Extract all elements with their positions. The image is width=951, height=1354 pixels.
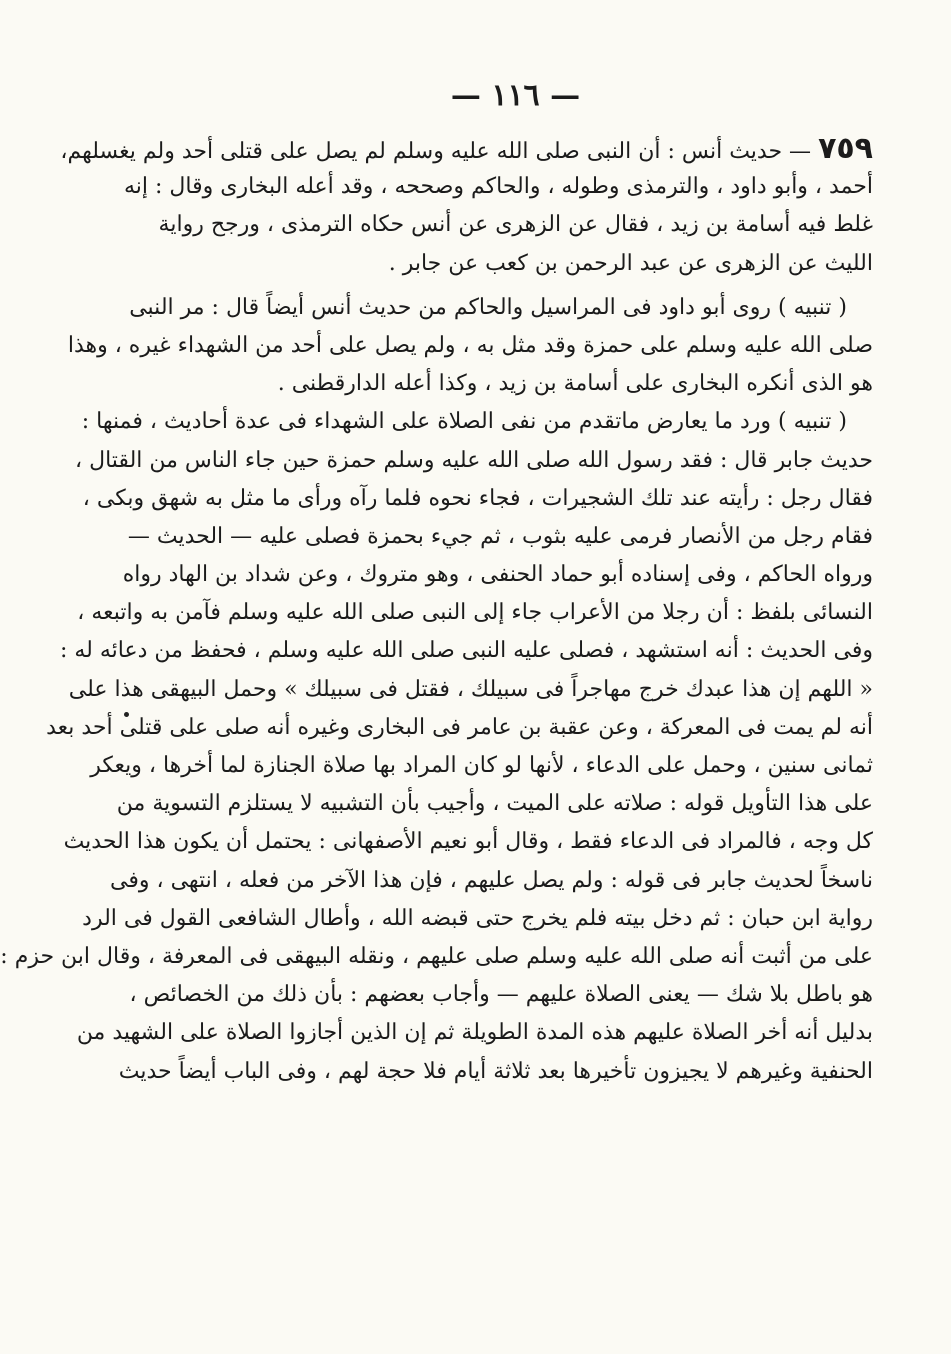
note-paragraph-2: [0, 403, 873, 1090]
note-paragraph-1: [67, 289, 873, 404]
text-line: كل وجه ، فالمراد فى الدعاء فقط ، وقال أبو نعيم الأصفهانى : يحتمل أن يكون هذا الحديث: [63, 829, 873, 855]
text-line: رواية ابن حبان : ثم دخل بيته فلم يخرج حتى قبضه الله ، وأطال الشافعى القول فى الرد: [82, 905, 873, 931]
text-line: بدليل أنه أخر الصلاة عليهم هذه المدة الطويلة ثم إن الذين أجازوا الصلاة على الشهيد من: [76, 1020, 873, 1046]
text-line: النسائى بلفظ : أن رجلا من الأعراب جاء إلى النبى صلى الله عليه وسلم فآمن به واتبعه ،: [77, 600, 873, 626]
text-line: صلى الله عليه وسلم على حمزة وقد مثل به ، ولم يصل على أحد من الشهداء غيره ، وهذا: [67, 332, 873, 358]
text-line: فقال رجل : رأيته عند تلك الشجيرات ، فجاء نحوه فلما رآه ورأى ما مثل به شهق وبكى ،: [82, 485, 873, 511]
text-line: ناسخاً لحديث جابر فى قوله : ولم يصل عليهم ، فإن هذا الآخر من فعله ، انتهى ، وفى: [110, 867, 873, 893]
text-line: ( تنبيه ) ورد ما يعارض ماتقدم من نفى الصلاة على الشهداء فى عدة أحاديث ، فمنها :: [81, 409, 847, 435]
text-line-content: — حديث أنس : أن النبى صلى الله عليه وسلم لم يصل على قتلى أحد ولم يغسلهم،: [60, 139, 819, 164]
hadith-759-paragraph: [60, 130, 873, 283]
page-number: — ١١٦ —: [450, 78, 581, 113]
text-line: وفى الحديث : أنه استشهد ، فصلى عليه النبى صلى الله عليه وسلم ، فحفظ من دعائه له :: [59, 638, 873, 664]
text-line: على من أثبت أنه صلى الله عليه وسلم صلى عليهم ، ونقله البيهقى فى المعرفة ، وقال ابن حزم :: [0, 943, 873, 969]
text-line: حديث جابر قال : فقد رسول الله صلى الله عليه وسلم حمزة حين جاء الناس من القتال ،: [75, 447, 873, 473]
text-line: غلط فيه أسامة بن زيد ، فقال عن الزهرى عن أنس حكاه الترمذى ، ورجح رواية: [158, 212, 873, 238]
text-line: هو الذى أنكره البخارى على أسامة بن زيد ، وكذا أعله الدارقطنى .: [277, 371, 873, 397]
text-line: ورواه الحاكم ، وفى إسناده أبو حماد الحنفى ، وهو متروك ، وعن شداد بن الهاد رواه: [122, 562, 873, 588]
text-line: ( تنبيه ) روى أبو داود فى المراسيل والحاكم من حديث أنس أيضاً قال : مر النبى: [129, 294, 847, 320]
text-line: ثمانى سنين ، وحمل على الدعاء ، لأنها لو كان المراد بها صلاة الجنازة لما أخرها ، ويعكر: [90, 753, 873, 778]
text-line: « اللهم إن هذا عبدك خرج مهاجراً فى سبيلك ، فقتل فى سبيلك » وحمل البيهقى هذا على: [68, 676, 873, 702]
text-line: [60, 130, 873, 168]
hadith-number: ٧٥٩: [818, 131, 873, 166]
text-line: الليث عن الزهرى عن عبد الرحمن بن كعب عن جابر .: [388, 250, 873, 276]
text-line: أنه لم يمت فى المعركة ، وعن عقبة بن عامر فى البخارى وغيره أنه صلى على قتلى أحد بعد: [46, 714, 873, 740]
text-line: أحمد ، وأبو داود ، والترمذى وطوله ، والحاكم وصححه ، وقد أعله البخارى وقال : إنه: [123, 174, 873, 200]
text-line: على هذا التأويل قوله : صلاته على الميت ، وأجيب بأن التشبيه لا يستلزم التسوية من: [116, 791, 873, 817]
page-body: [0, 130, 873, 1091]
text-line: فقام رجل من الأنصار فرمى عليه بثوب ، ثم جيء بحمزة فصلى عليه — الحديث —: [127, 523, 873, 549]
text-line: هو باطل بلا شك — يعنى الصلاة عليهم — وأجاب بعضهم : بأن ذلك من الخصائص ،: [129, 982, 873, 1008]
text-line: الحنفية وغيرهم لا يجيزون تأخيرها بعد ثلاثة أيام فلا حجة لهم ، وفى الباب أيضاً حديث: [118, 1058, 873, 1084]
